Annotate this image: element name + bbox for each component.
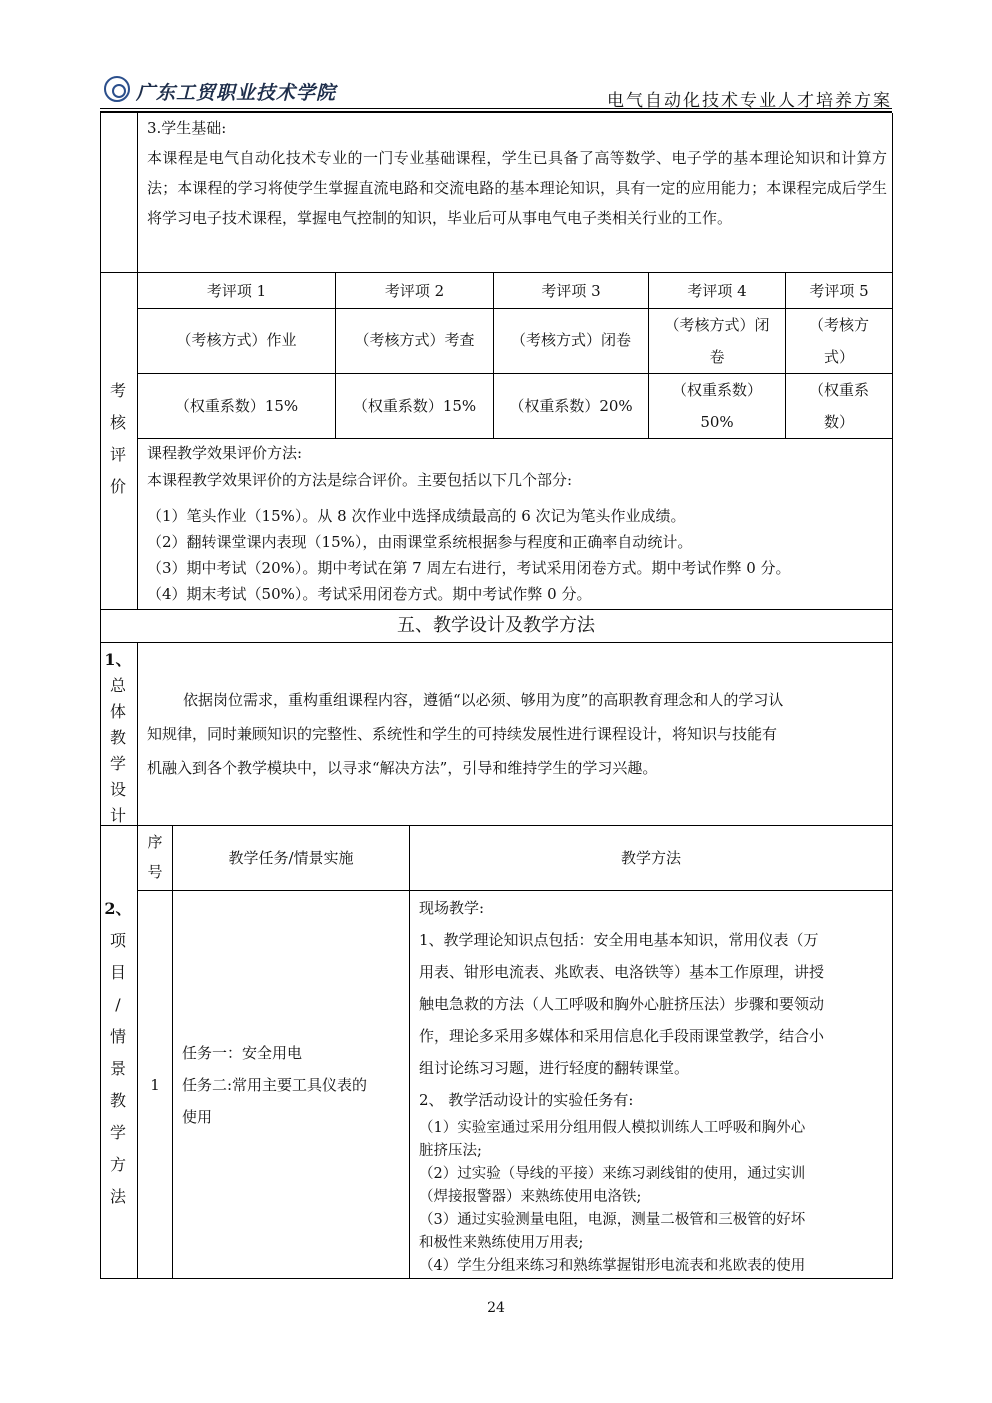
label-char: 设	[109, 780, 126, 799]
activity-line: （2）过实验（导线的平接）来练习剥线钳的使用，通过实训	[419, 1166, 806, 1182]
activity-line: 和极性来熟练使用万用表;	[419, 1235, 584, 1251]
overall-line: 依据岗位需求，重构重组课程内容，遵循“以必须、够用为度”的高职教育理念和人的学习认	[183, 691, 784, 709]
evaluation-intro: 本课程教学效果评价的方法是综合评价。主要包括以下几个部分:	[147, 471, 573, 489]
method-line: （考核方式）闭	[664, 316, 770, 334]
assessment-item-2-weight: （权重系数）15%	[352, 397, 477, 415]
label-char: 学	[109, 1123, 126, 1142]
overall-design-text	[147, 683, 887, 785]
label-char: 法	[109, 1187, 126, 1206]
label-char: 2、	[104, 899, 132, 918]
evaluation-item: （1）笔头作业（15%）。从 8 次作业中选择成绩最高的 6 次记为笔头作业成绩。	[147, 507, 686, 525]
student-basis-section	[147, 113, 887, 233]
document-title: 电气自动化技术专业人才培养方案	[607, 91, 892, 111]
label-char: 情	[109, 1027, 126, 1046]
header-seq-line: 号	[147, 863, 163, 881]
assessment-item-1-method: （考核方式）作业	[176, 331, 297, 349]
activity-line: （1）实验室通过采用分组用假人模拟训练人工呼吸和胸外心	[419, 1120, 806, 1136]
activity-line: （4）学生分组来练习和熟练掌握钳形电流表和兆欧表的使用	[419, 1258, 806, 1274]
method-line: 卷	[709, 348, 725, 366]
label-char: 方	[109, 1155, 126, 1174]
label-char: 教	[109, 728, 126, 747]
method-line: 组讨论练习习题，进行轻度的翻转课堂。	[419, 1059, 690, 1077]
activity-line: 脏挤压法;	[419, 1143, 482, 1159]
assessment-item-4-name: 考评项 4	[687, 282, 747, 300]
side-char: 价	[109, 477, 126, 496]
content-table	[100, 113, 893, 1279]
label-char: 总	[109, 676, 126, 695]
overall-line: 知规律，同时兼顾知识的完整性、系统性和学生的可持续发展性进行课程设计，将知识与技能有	[147, 725, 778, 743]
row-task	[182, 1037, 406, 1133]
evaluation-heading: 课程教学效果评价方法:	[147, 444, 303, 462]
assessment-item-5-method	[786, 309, 892, 373]
evaluation-item: （4）期末考试（50%）。考试采用闭卷方式。期中考试作弊 0 分。	[147, 585, 592, 603]
header-seq	[138, 827, 172, 887]
project-method-label	[100, 893, 136, 1213]
header-task: 教学任务/情景实施	[228, 849, 354, 867]
school-name: 广东工贸职业技术学院	[136, 82, 337, 104]
side-char: 核	[109, 413, 126, 432]
school-logo-icon	[104, 76, 130, 102]
label-char: 景	[109, 1059, 126, 1078]
header-rule	[100, 108, 892, 109]
overall-design-label	[100, 647, 136, 829]
row-seq: 1	[150, 1076, 160, 1094]
assessment-item-3-name: 考评项 3	[541, 282, 601, 300]
label-char: 目	[109, 963, 126, 982]
side-char: 考	[109, 381, 126, 400]
evaluation-items	[147, 503, 887, 607]
assessment-item-2-name: 考评项 2	[384, 282, 445, 300]
assessment-item-4-method	[649, 309, 785, 373]
label-char: 项	[109, 931, 126, 950]
weight-line: （权重系数）	[671, 381, 762, 399]
task-line: 任务一：安全用电	[182, 1044, 303, 1062]
label-char: 教	[109, 1091, 126, 1110]
method-line: 2、 教学活动设计的实验任务有:	[419, 1091, 634, 1109]
activity-line: （3）通过实验测量电阻，电源，测量二极管和三极管的好坏	[419, 1212, 806, 1228]
evaluation-method	[147, 440, 887, 494]
label-char: 计	[109, 806, 126, 825]
assessment-item-3-weight: （权重系数）20%	[509, 397, 633, 415]
page-header	[100, 72, 892, 111]
section-title: 五、教学设计及教学方法	[397, 615, 595, 636]
student-basis-text: 本课程是电气自动化技术专业的一门专业基础课程，学生已具备了高等数学、电子学的基本理论知识和计算方法；本课程的学习将使学生掌握直流电路和交流电路的基本理论知识，具有一定的应用能力；本课程完成后学生将学习电子技术课程，掌握电气控制的知识，毕业后可从事电气电子类相关行业的工作。	[147, 149, 887, 227]
header-method: 教学方法	[620, 849, 681, 867]
side-char: 评	[109, 445, 126, 464]
page-number: 24	[487, 1300, 505, 1316]
assessment-item-3-method: （考核方式）闭卷	[510, 331, 631, 349]
label-char: 学	[109, 754, 126, 773]
label-char: /	[115, 995, 121, 1014]
assessment-side-label	[100, 375, 136, 503]
method-line: 作，理论多采用多媒体和采用信息化手段雨课堂教学，结合小	[419, 1027, 825, 1045]
row-method-activities	[419, 1117, 889, 1278]
student-basis-heading: 3.学生基础:	[147, 119, 227, 137]
header-seq-line: 序	[147, 833, 163, 851]
label-char: 体	[109, 702, 126, 721]
method-line: 1、教学理论知识点包括：安全用电基本知识，常用仪表（万	[419, 931, 819, 949]
evaluation-item: （3）期中考试（20%）。期中考试在第 7 周左右进行，考试采用闭卷方式。期中考试作弊 0 分。	[147, 559, 791, 577]
row-method	[419, 892, 889, 1116]
task-line: 任务二:常用主要工具仪表的	[182, 1076, 368, 1094]
assessment-item-5-weight	[786, 374, 892, 438]
method-line: 触电急救的方法（人工呼吸和胸外心脏挤压法）步骤和要领动	[419, 995, 825, 1013]
activity-line: （焊接报警器）来熟练使用电洛铁;	[419, 1189, 642, 1205]
method-line: 式）	[823, 348, 854, 366]
evaluation-item: （2）翻转课堂课内表现（15%），由雨课堂系统根据参与程度和正确率自动统计。	[147, 533, 693, 551]
weight-line: （权重系	[808, 381, 869, 399]
label-char: 1、	[104, 650, 132, 669]
assessment-item-4-weight	[649, 374, 785, 438]
assessment-item-1-weight: （权重系数）15%	[174, 397, 299, 415]
task-line: 使用	[182, 1108, 213, 1126]
method-line: 现场教学:	[419, 899, 485, 917]
method-line: 用表、钳形电流表、兆欧表、电洛铁等）基本工作原理，讲授	[419, 963, 825, 981]
assessment-item-1-name: 考评项 1	[206, 282, 267, 300]
assessment-item-2-method: （考核方式）考查	[354, 331, 475, 349]
method-line: （考核方	[808, 316, 869, 334]
weight-line: 数）	[823, 413, 854, 431]
overall-line: 机融入到各个教学模块中，以寻求“解决方法”，引导和维持学生的学习兴趣。	[147, 759, 658, 777]
weight-line: 50%	[700, 413, 734, 431]
assessment-item-5-name: 考评项 5	[809, 282, 869, 300]
